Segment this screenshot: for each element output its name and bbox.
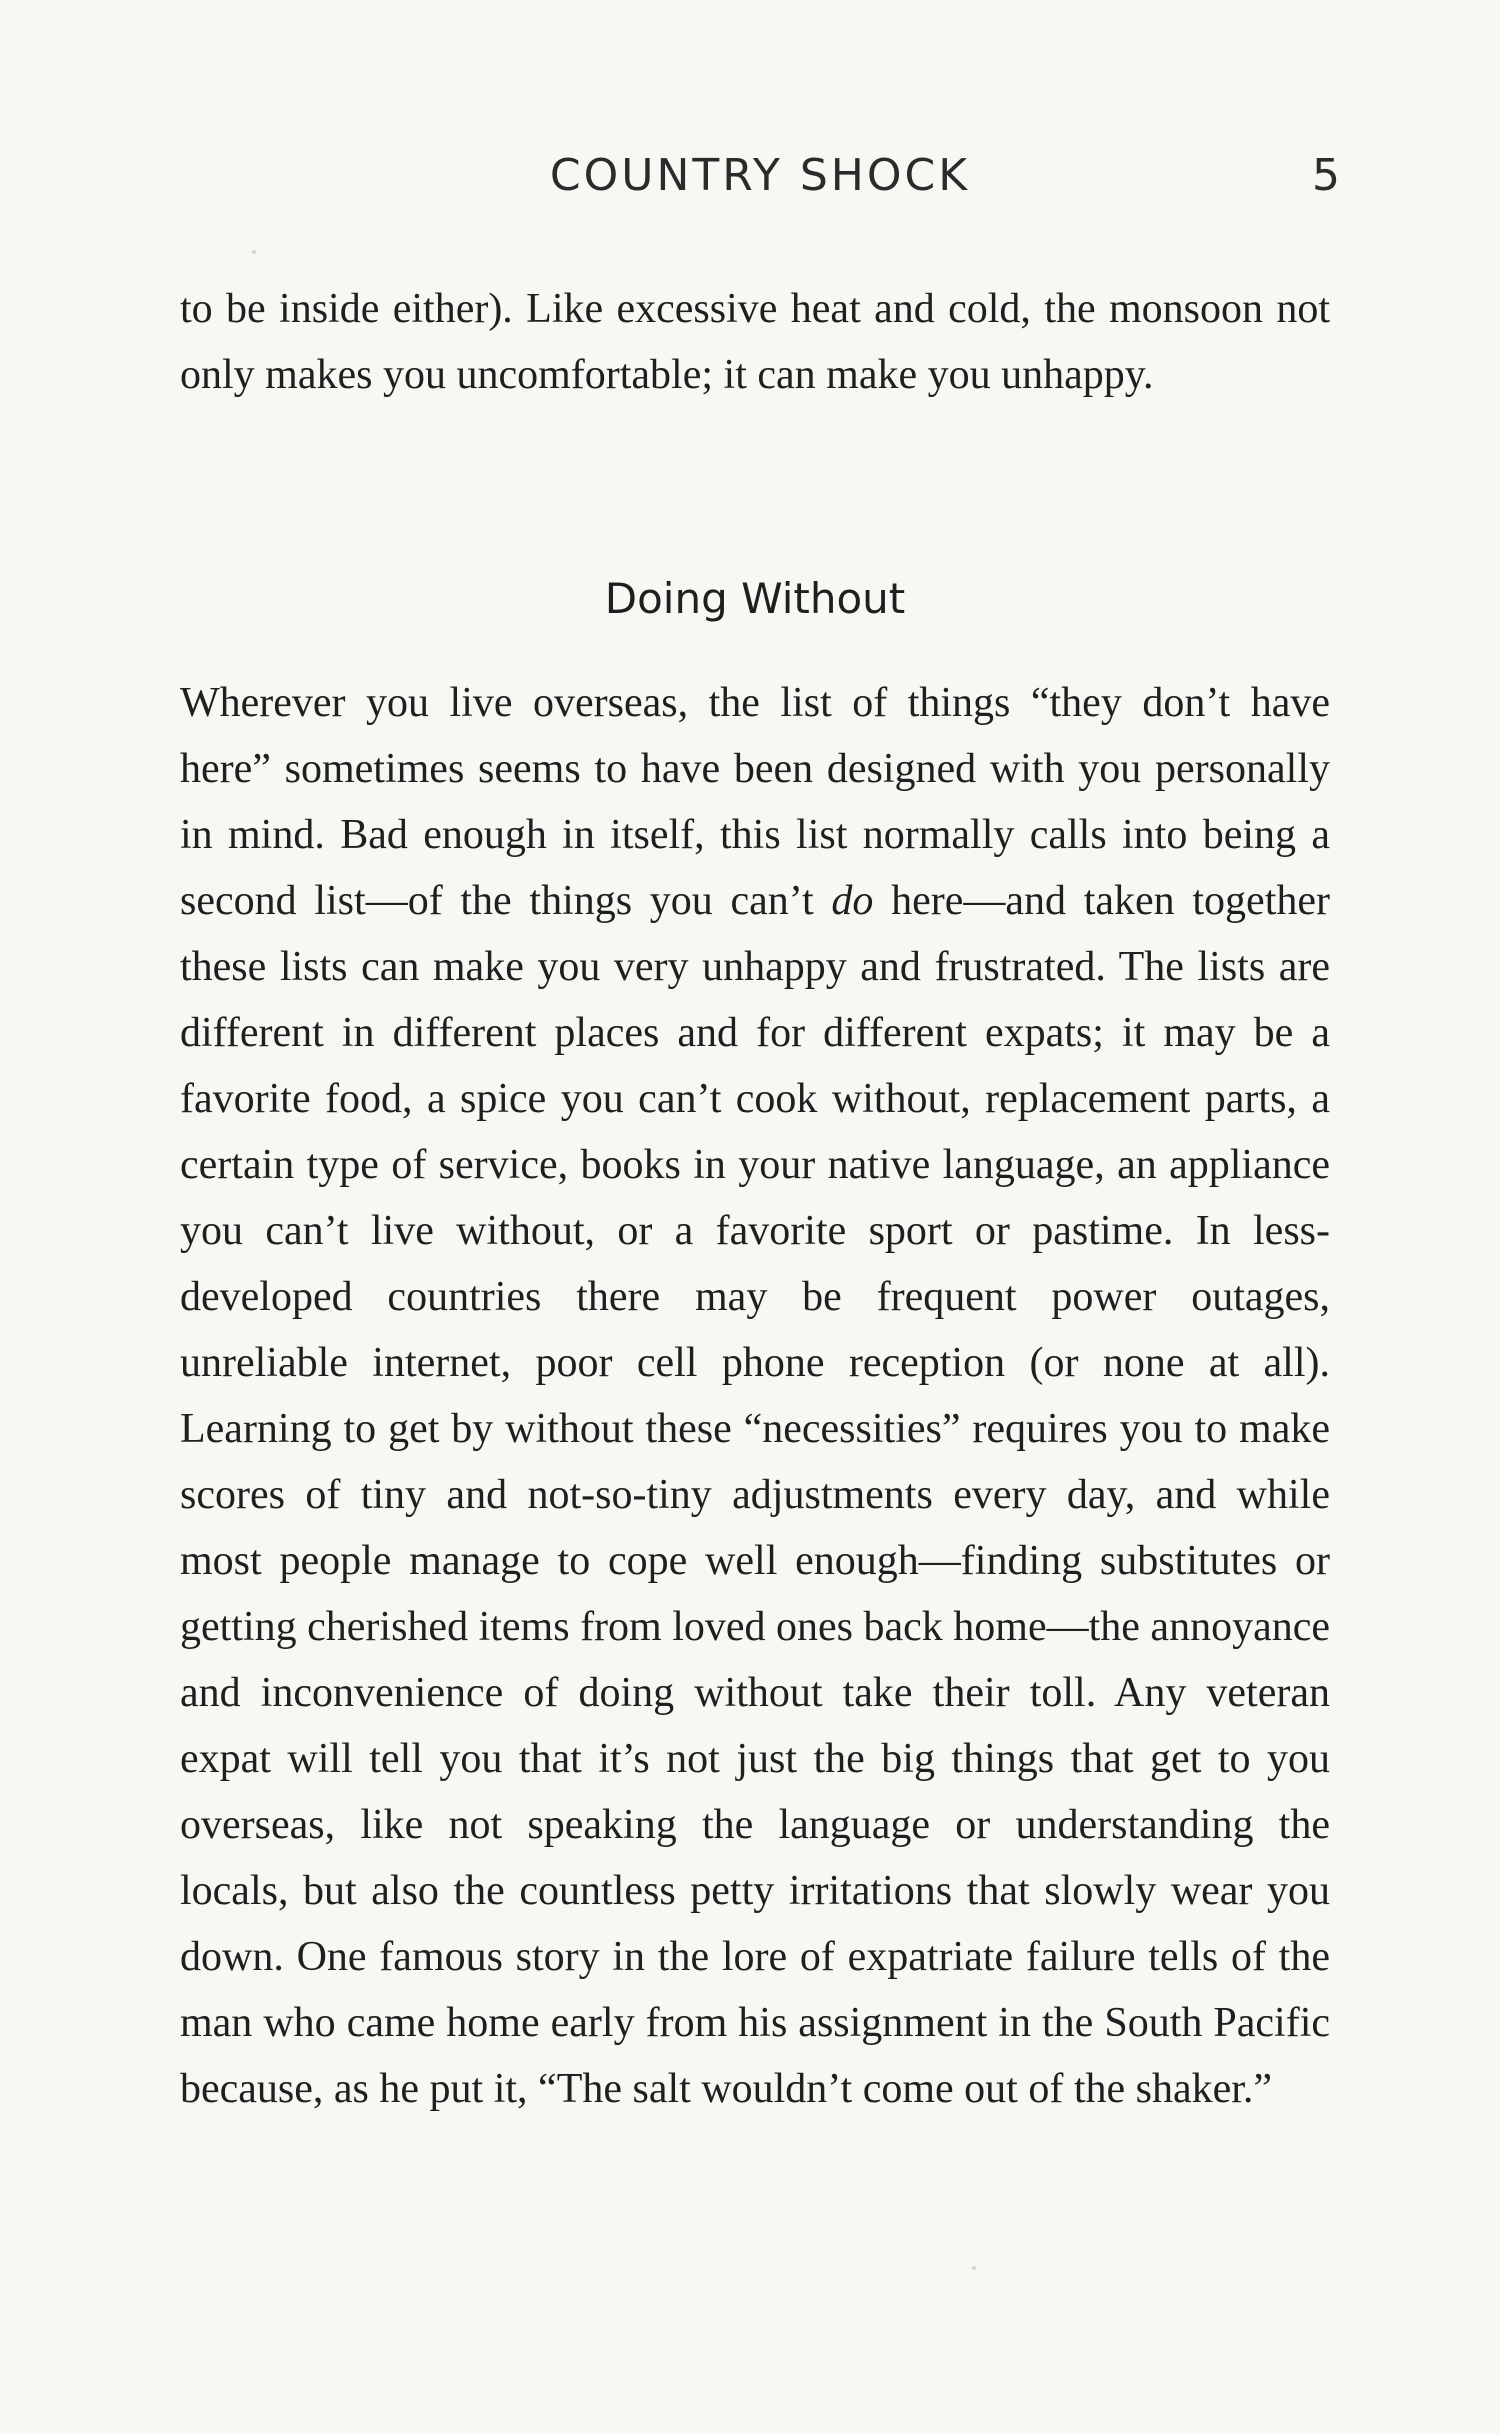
paper-speck [972,2266,976,2270]
page-number: 5 [1312,150,1340,201]
section-heading: Doing Without [604,574,906,623]
paragraph-text-part: Wherever you live overseas, the list of things “they don’t have here” sometimes seems to have been designed with you personally in mind. Bad enough in itself, this list normally calls into being a second list—of the things you can’t [180,680,1330,924]
paragraph-continuation: to be inside either). Like excessive heat and cold, the monsoon not only makes you uncomfortable; it can make you unhappy. [180,286,1330,398]
running-title: COUNTRY SHOCK [549,150,971,201]
paragraph-doing-without [180,670,1330,2122]
paragraph-text-part: here—and taken together these lists can make you very unhappy and frustrated. The lists are different in different places and for different expats; it may be a favorite food, a spice you can’t cook without, replacement parts, a certain type of service, books in your native language, an appliance you can’t live without, or a favorite sport or pastime. In less-developed countries there may be frequent power outages, unreliable internet, poor cell phone reception (or none at all). Learning to get by without these “necessities” requires you to make scores of tiny and not-so-tiny adjustments every day, and while most people manage to cope well enough—finding substitutes or getting cherished items from loved ones back home—the annoyance and inconvenience of doing without take their toll. Any veteran expat will tell you that it’s not just the big things that get to you overseas, like not speaking the language or understanding the locals, but also the countless petty irritations that slowly wear you down. One famous story in the lore of expatriate failure tells of the man who came home early from his assignment in the South Pacific because, as he put it, “The salt wouldn’t come out of the shaker.” [180,878,1330,2112]
paper-speck [252,250,256,254]
running-head [180,150,1340,220]
emphasized-word: do [831,878,874,924]
